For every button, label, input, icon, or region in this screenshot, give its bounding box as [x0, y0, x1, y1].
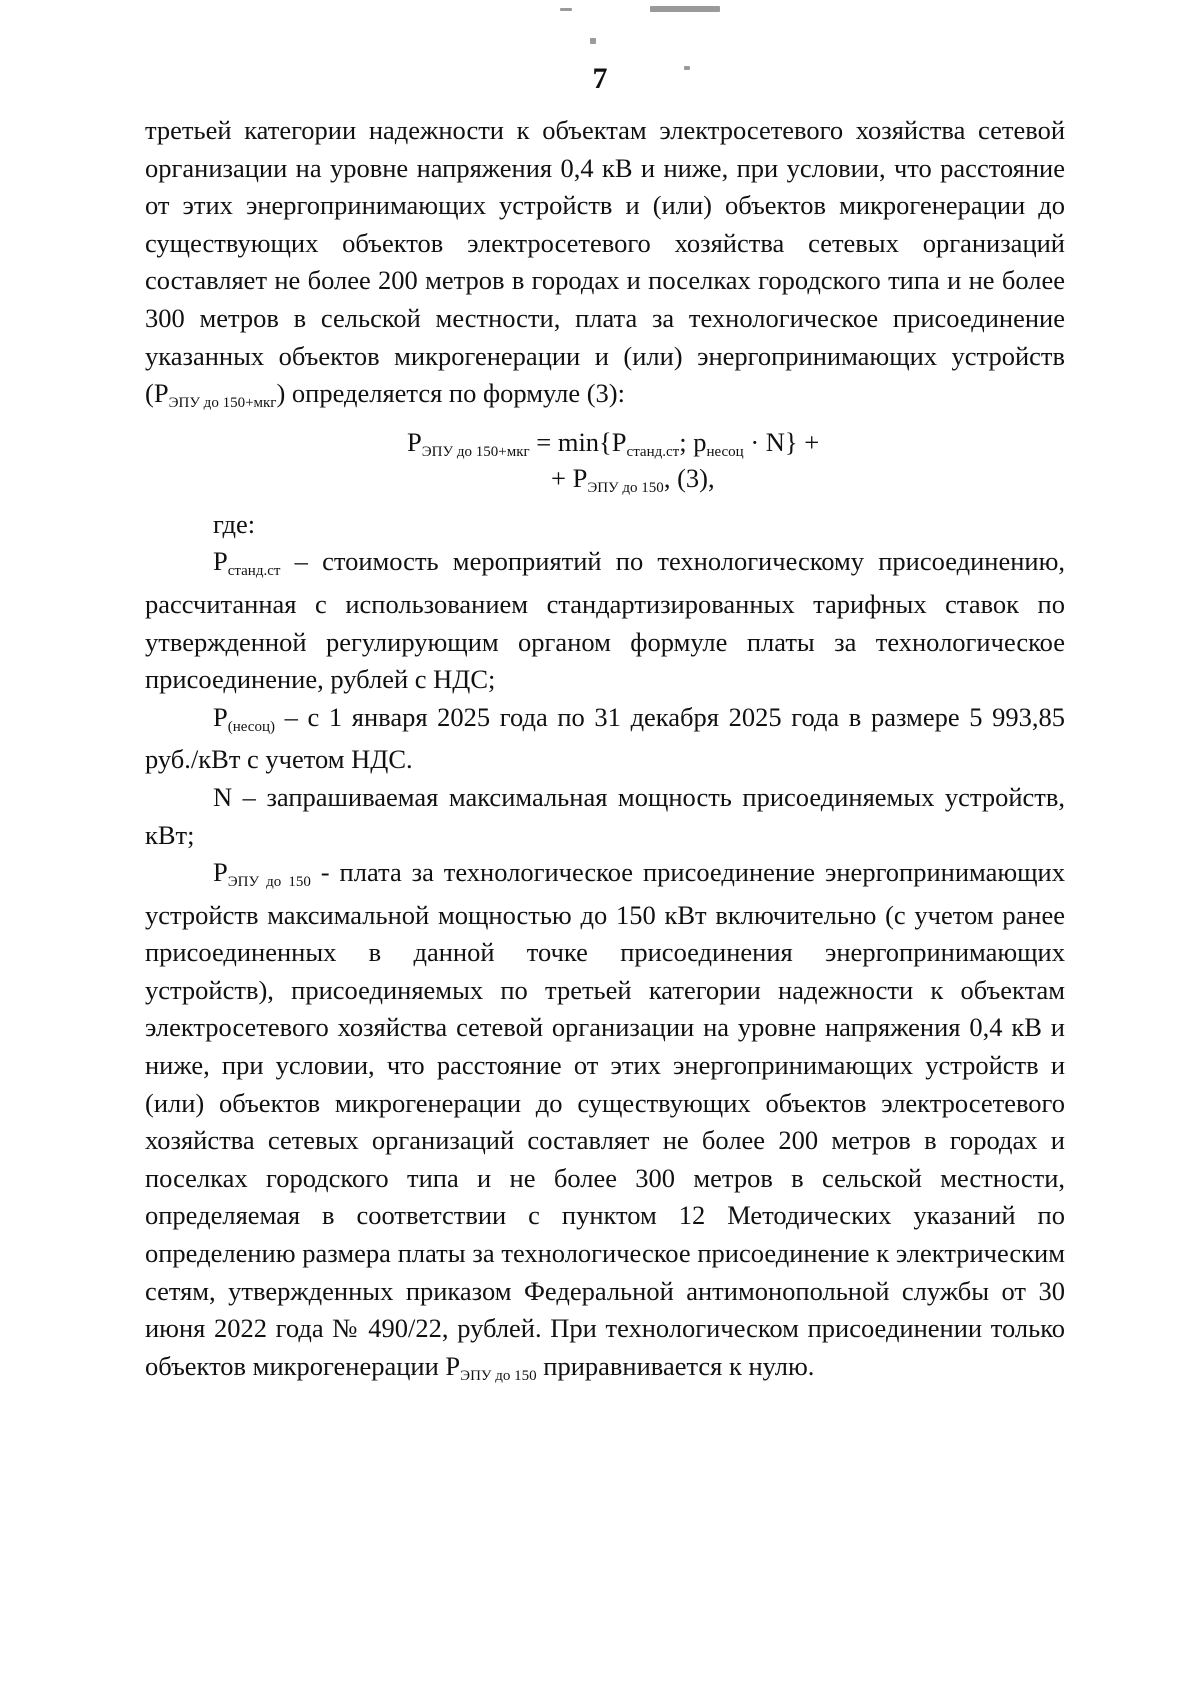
symbol-subscript: ЭПУ до 150+мкг — [168, 395, 277, 412]
where-label: где: — [213, 508, 256, 539]
paragraph-intro — [145, 112, 1065, 418]
scan-artifact — [590, 38, 596, 44]
definition-subscript: (несоц) — [227, 718, 275, 735]
formula-text: · N} + — [743, 426, 820, 457]
definition-symbol: Р — [445, 1350, 461, 1381]
definition-text: – с 1 января 2025 года по 31 декабря 2025 года в размере 5 993,85 руб./кВт с учетом НДС. — [145, 701, 1065, 775]
definition-subscript: ЭПУ до 150 — [460, 1367, 537, 1384]
definition-non-social-rate — [145, 699, 1065, 779]
formula-text: + Р — [551, 462, 588, 493]
formula-text: , (3), — [663, 462, 715, 493]
scan-artifact — [560, 8, 572, 11]
formula-text: = min{Р — [529, 426, 627, 457]
page-number: 7 — [592, 62, 608, 95]
formula-subscript: ЭПУ до 150+мкг — [421, 443, 530, 460]
definition-text: - плата за технологическое присоединение энергопринимающих устройств максимальной мощностью до 150 кВт включительно (с учетом ранее присоединенных в данной точке присоединения энергопринимающих устройств), присоединяемых по третьей категории надежности к объектам электросетевого хозяйства сетевой организации на уровне напряжения 0,4 кВ и ниже, при условии, что расстояние от этих энергопринимающих устройств и (или) объектов микрогенерации до существующих объектов электросетевого хозяйства сетевых организаций составляет не более 200 метров в городах и поселках городского типа и не более 300 метров в сельской местности, определяемая в соответствии с пунктом 12 Методических указаний по определению размера платы за технологическое присоединение к электрическим сетям, утвержденных приказом Федеральной антимонопольной службы от 30 июня 2022 года № 490/22, рублей. При технологическом присоединении только объектов микрогенерации — [145, 857, 1065, 1381]
paragraph-text: третьей категории надежности к объектам электросетевого хозяйства сетевой организации на уровне напряжения 0,4 кВ и ниже, при условии, что расстояние от этих энергопринимающих устройств и (или) объектов микрогенерации до существующих объектов электросетевого хозяйства сетевых организаций составляет не более 200 метров в городах и поселках городского типа и не более 300 метров в сельской местности, плата за технологическое присоединение указанных объектов микрогенерации и (или) энергопринимающих устройств ( — [145, 115, 1065, 409]
symbol-p: Р — [153, 378, 169, 409]
definition-symbol: Р — [213, 857, 228, 888]
definition-symbol: Р — [213, 701, 228, 732]
formula-3 — [145, 424, 1065, 500]
formula-line-2 — [551, 460, 715, 503]
definition-standard-cost — [145, 543, 1065, 698]
definition-text: – стоимость мероприятий по технологическому присоединению, рассчитанная с использованием стандартизированных тарифных ставок по утвержденной регулирующим органом формуле платы за технологическое присоединение, рублей с НДС; — [145, 546, 1065, 695]
formula-text: ; р — [679, 426, 707, 457]
formula-subscript: несоц — [706, 443, 744, 460]
formula-symbol: Р — [407, 426, 422, 457]
definition-connection-fee — [145, 854, 1065, 1390]
definition-requested-power: N – запрашиваемая максимальная мощность присоединяемых устройств, кВт; — [145, 781, 1065, 850]
document-body — [145, 112, 1065, 1390]
formula-subscript: станд.ст — [626, 443, 680, 460]
paragraph-text: ) определяется по формуле (3): — [276, 378, 625, 409]
definition-text: приравнивается к нулю. — [536, 1350, 815, 1381]
definition-subscript: станд.ст — [227, 563, 281, 580]
definition-subscript: ЭПУ до 150 — [227, 874, 311, 891]
formula-subscript: ЭПУ до 150 — [587, 479, 664, 496]
scan-artifact — [650, 6, 720, 12]
definition-symbol: Р — [213, 546, 228, 577]
